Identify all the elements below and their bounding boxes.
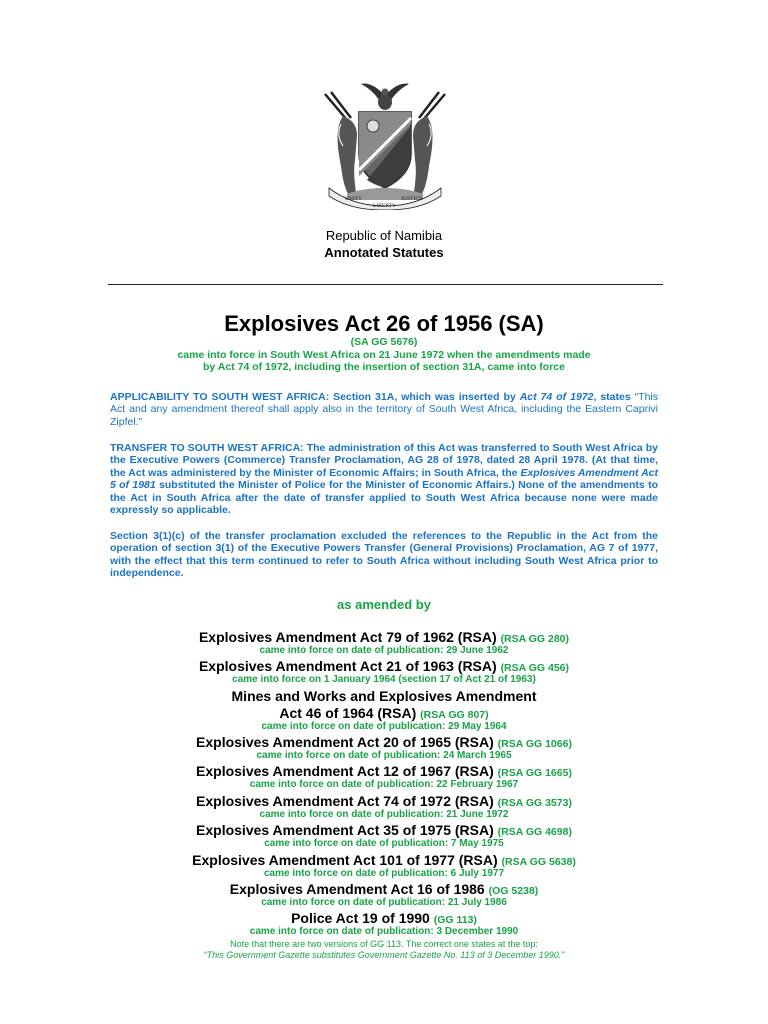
amendment-commencement: came into force on date of publication: 29 May 1964	[261, 721, 507, 732]
amendment-title: Explosives Amendment Act 74 of 1972 (RSA) (RSA GG 3573)	[196, 793, 572, 809]
gazette-note-line1: Note that there are two versions of GG 113. The correct one states at the top:	[230, 939, 538, 949]
statutes-subtitle: Annotated Statutes	[324, 245, 444, 260]
applicability-paragraph	[110, 391, 658, 428]
header-divider	[108, 284, 663, 285]
amendment-commencement: came into force on date of publication: 3 December 1990	[249, 926, 519, 937]
amendment-title: Explosives Amendment Act 16 of 1986 (OG 5238)	[229, 881, 539, 897]
amendment-title: Explosives Amendment Act 20 of 1965 (RSA) (RSA GG 1066)	[196, 734, 572, 750]
amendment-commencement: came into force on date of publication: 6 July 1977	[263, 868, 505, 879]
commencement-line-2: by Act 74 of 1972, including the insertion of section 31A, came into force	[203, 361, 565, 373]
amendment-commencement: came into force on 1 January 1964 (section 17 of Act 21 of 1963)	[232, 674, 536, 685]
applicability-act-ref: Act 74 of 1972	[519, 391, 594, 403]
transfer-text-b: substituted the Minister of Police for the Minister of Economic Affairs.) None of the amendments to the Act in South Africa after the date of transfer applied to South West Africa because none were made expressly so applicable.	[110, 479, 658, 517]
transfer-paragraph	[110, 442, 658, 516]
country-name: Republic of Namibia	[325, 228, 443, 243]
namibia-coat-of-arms-icon	[317, 76, 453, 210]
applicability-lead: APPLICABILITY TO SOUTH WEST AFRICA: Section 31A, which was inserted by	[110, 391, 520, 403]
crest-motto-unity: UNITY	[345, 196, 363, 202]
amendment-title: Explosives Amendment Act 21 of 1963 (RSA) (RSA GG 456)	[198, 658, 570, 674]
amendment-commencement: came into force on date of publication: 29 June 1962	[259, 645, 509, 656]
crest-motto-liberty: LIBERTY	[373, 203, 396, 209]
section-note-paragraph: Section 3(1)(c) of the transfer proclamation excluded the references to the Republic in the Act from the operation of section 3(1) of the Executive Powers Transfer (General Provisions) Proclamation, AG 7 of 1977, with the effect that this term continued to refer to South Africa without including South West Africa prior to independence.	[110, 530, 658, 580]
applicability-lead-end: , states	[593, 391, 631, 403]
amendment-title: Explosives Amendment Act 101 of 1977 (RSA) (RSA GG 5638)	[192, 852, 576, 868]
gazette-note-line2: “This Government Gazette substitutes Government Gazette No. 113 of 3 December 1990.”	[203, 950, 565, 960]
amendment-commencement: came into force on date of publication: 22 February 1967	[249, 779, 519, 790]
amendment-title: Explosives Amendment Act 79 of 1962 (RSA) (RSA GG 280)	[198, 629, 570, 645]
amendment-title-line1: Mines and Works and Explosives Amendment	[231, 688, 537, 704]
amended-by-heading: as amended by	[337, 597, 431, 612]
amendment-title: Act 46 of 1964 (RSA) (RSA GG 807)	[279, 705, 489, 721]
transfer-act-ref: Explosives Amendment Act 5 of 1981	[110, 466, 658, 492]
document-title: Explosives Act 26 of 1956 (SA)	[224, 311, 544, 336]
amendment-commencement: came into force on date of publication: 21 July 1986	[261, 897, 507, 908]
transfer-lead: TRANSFER TO SOUTH WEST AFRICA	[110, 442, 301, 454]
transfer-text-a: : The administration of this Act was transferred to South West Africa by the Executive Powers (Commerce) Transfer Proclamation, AG 28 of 1978, dated 28 April 1978. (At that time, the Act was administered by the Minister of Economic Affairs; in South Africa, the	[110, 442, 658, 479]
gazette-reference: (SA GG 5676)	[350, 336, 418, 348]
applicability-quote: “This Act and any amendment thereof shall apply also in the territory of South West Africa, including the Eastern Caprivi Zipfel.”	[110, 391, 659, 428]
crest-motto-justice: JUSTICE	[401, 196, 423, 202]
amendment-commencement: came into force on date of publication: 21 June 1972	[259, 809, 509, 820]
amendment-commencement: came into force on date of publication: 7 May 1975	[264, 838, 504, 849]
amendment-title: Explosives Amendment Act 12 of 1967 (RSA) (RSA GG 1665)	[196, 763, 572, 779]
amendment-title: Explosives Amendment Act 35 of 1975 (RSA) (RSA GG 4698)	[196, 822, 572, 838]
commencement-line-1: came into force in South West Africa on 21 June 1972 when the amendments made	[177, 349, 591, 361]
amendment-commencement: came into force on date of publication: 24 March 1965	[256, 750, 512, 761]
amendment-title: Police Act 19 of 1990 (GG 113)	[291, 910, 477, 926]
